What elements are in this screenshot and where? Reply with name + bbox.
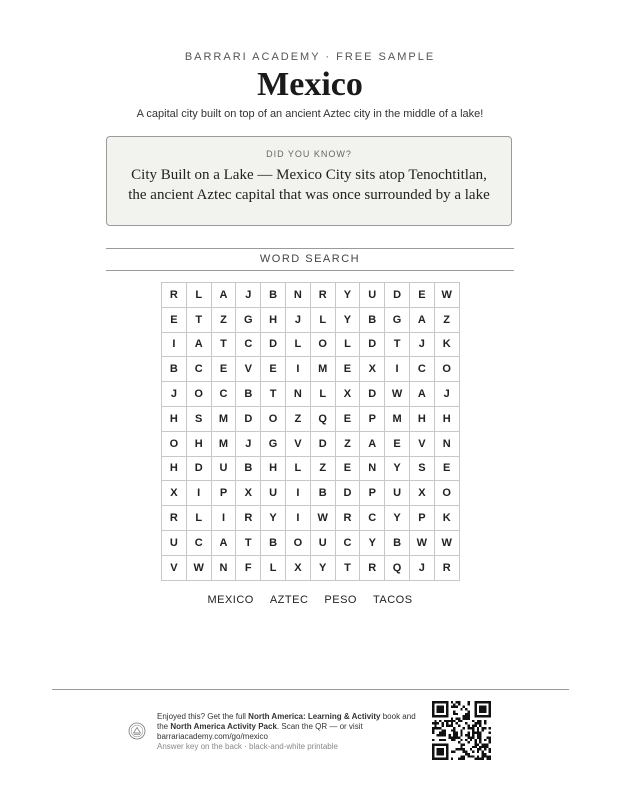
grid-cell: B <box>261 283 286 308</box>
grid-cell: H <box>162 407 187 432</box>
grid-cell: D <box>336 481 361 506</box>
word-list <box>0 594 620 606</box>
grid-cell: W <box>187 556 212 581</box>
grid-cell: W <box>311 506 336 531</box>
grid-cell: T <box>261 382 286 407</box>
grid-cell: Y <box>385 457 410 482</box>
grid-cell: R <box>435 556 460 581</box>
footer-divider <box>52 689 569 690</box>
grid-cell: Z <box>212 308 237 333</box>
grid-cell: B <box>360 308 385 333</box>
grid-cell: I <box>286 481 311 506</box>
grid-cell: T <box>187 308 212 333</box>
grid-cell: M <box>311 357 336 382</box>
footer-promo <box>157 712 419 752</box>
grid-cell: N <box>360 457 385 482</box>
grid-cell: O <box>435 481 460 506</box>
grid-cell: Z <box>435 308 460 333</box>
grid-cell: J <box>410 333 435 358</box>
grid-cell: X <box>286 556 311 581</box>
footer-text-1: Enjoyed this? Get the full <box>157 712 249 721</box>
grid-cell: L <box>187 283 212 308</box>
grid-cell: L <box>311 382 336 407</box>
grid-cell: Y <box>336 283 361 308</box>
grid-cell: A <box>360 432 385 457</box>
grid-cell: J <box>435 382 460 407</box>
grid-cell: I <box>212 506 237 531</box>
grid-cell: B <box>236 457 261 482</box>
grid-cell: B <box>162 357 187 382</box>
grid-cell: Q <box>311 407 336 432</box>
grid-cell: A <box>410 308 435 333</box>
grid-cell: Z <box>286 407 311 432</box>
grid-cell: W <box>410 531 435 556</box>
word-list-item: MEXICO <box>207 594 254 606</box>
word-list-item: TACOS <box>372 594 413 606</box>
grid-cell: L <box>187 506 212 531</box>
grid-cell: W <box>385 382 410 407</box>
grid-cell: J <box>236 432 261 457</box>
grid-cell: T <box>336 556 361 581</box>
grid-cell: R <box>236 506 261 531</box>
grid-cell: U <box>261 481 286 506</box>
grid-cell: Z <box>336 432 361 457</box>
grid-cell: S <box>410 457 435 482</box>
grid-cell: B <box>236 382 261 407</box>
grid-cell: Q <box>385 556 410 581</box>
grid-cell: A <box>410 382 435 407</box>
grid-cell: C <box>187 531 212 556</box>
grid-cell: Z <box>311 457 336 482</box>
grid-cell: C <box>410 357 435 382</box>
footer-note: Answer key on the back · black-and-white printable <box>157 742 338 751</box>
grid-cell: L <box>336 333 361 358</box>
grid-cell: E <box>385 432 410 457</box>
grid-cell: B <box>311 481 336 506</box>
word-search-title: WORD SEARCH <box>259 253 361 265</box>
grid-cell: U <box>385 481 410 506</box>
grid-cell: J <box>410 556 435 581</box>
grid-cell: E <box>336 457 361 482</box>
grid-cell: N <box>212 556 237 581</box>
grid-cell: G <box>385 308 410 333</box>
grid-cell: Y <box>360 531 385 556</box>
grid-cell: O <box>311 333 336 358</box>
grid-cell: T <box>385 333 410 358</box>
grid-cell: F <box>236 556 261 581</box>
grid-cell: M <box>212 432 237 457</box>
page-subtitle: A capital city built on top of an ancient Aztec city in the middle of a lake! <box>136 108 484 120</box>
grid-cell: R <box>336 506 361 531</box>
grid-cell: V <box>286 432 311 457</box>
word-list-item: AZTEC <box>269 594 309 606</box>
grid-cell: B <box>261 531 286 556</box>
grid-cell: G <box>261 432 286 457</box>
grid-cell: T <box>236 531 261 556</box>
grid-cell: C <box>336 531 361 556</box>
grid-cell: P <box>360 407 385 432</box>
grid-cell: R <box>162 506 187 531</box>
grid-cell: K <box>435 333 460 358</box>
grid-cell: I <box>385 357 410 382</box>
seal-icon <box>128 722 146 740</box>
grid-cell: H <box>410 407 435 432</box>
grid-cell: L <box>286 457 311 482</box>
grid-cell: O <box>286 531 311 556</box>
grid-cell: A <box>187 333 212 358</box>
section-divider-top <box>106 248 514 249</box>
grid-cell: B <box>385 531 410 556</box>
section-divider-bottom <box>106 270 514 271</box>
grid-cell: J <box>286 308 311 333</box>
grid-cell: M <box>385 407 410 432</box>
grid-cell: D <box>187 457 212 482</box>
grid-cell: V <box>410 432 435 457</box>
footer-text-3: . Scan the QR — or visit <box>276 722 363 731</box>
grid-cell: V <box>162 556 187 581</box>
grid-cell: N <box>286 382 311 407</box>
grid-cell: J <box>236 283 261 308</box>
grid-cell: S <box>187 407 212 432</box>
grid-cell: U <box>162 531 187 556</box>
grid-cell: E <box>336 407 361 432</box>
footer-text-2: book and the <box>157 712 416 731</box>
grid-cell: Y <box>336 308 361 333</box>
grid-cell: I <box>162 333 187 358</box>
grid-cell: N <box>286 283 311 308</box>
grid-cell: U <box>212 457 237 482</box>
grid-cell: E <box>261 357 286 382</box>
grid-cell: T <box>212 333 237 358</box>
grid-cell: X <box>236 481 261 506</box>
grid-cell: P <box>212 481 237 506</box>
grid-cell: C <box>212 382 237 407</box>
grid-cell: R <box>311 283 336 308</box>
grid-cell: E <box>212 357 237 382</box>
grid-cell: H <box>261 457 286 482</box>
grid-cell: E <box>336 357 361 382</box>
word-search-grid <box>161 282 460 581</box>
grid-cell: R <box>162 283 187 308</box>
grid-cell: K <box>435 506 460 531</box>
grid-cell: Y <box>261 506 286 531</box>
grid-cell: I <box>286 506 311 531</box>
grid-cell: A <box>212 283 237 308</box>
grid-cell: E <box>162 308 187 333</box>
grid-cell: C <box>187 357 212 382</box>
brand-line: BARRARI ACADEMY · FREE SAMPLE <box>184 51 436 63</box>
grid-cell: C <box>360 506 385 531</box>
grid-cell: I <box>286 357 311 382</box>
grid-cell: Y <box>311 556 336 581</box>
grid-cell: O <box>162 432 187 457</box>
grid-cell: E <box>410 283 435 308</box>
grid-cell: O <box>435 357 460 382</box>
grid-cell: I <box>187 481 212 506</box>
grid-cell: L <box>311 308 336 333</box>
word-list-item: PESO <box>324 594 357 606</box>
grid-cell: V <box>236 357 261 382</box>
grid-cell: C <box>236 333 261 358</box>
grid-cell: O <box>187 382 212 407</box>
grid-cell: W <box>435 283 460 308</box>
grid-cell: A <box>212 531 237 556</box>
grid-cell: P <box>410 506 435 531</box>
page-title: Mexico <box>257 66 363 103</box>
grid-cell: X <box>336 382 361 407</box>
footer-book-title: North America: Learning & Activity <box>248 712 381 721</box>
did-you-know-label: DID YOU KNOW? <box>266 149 352 159</box>
grid-cell: D <box>360 333 385 358</box>
grid-cell: X <box>360 357 385 382</box>
grid-cell: D <box>385 283 410 308</box>
grid-cell: U <box>311 531 336 556</box>
grid-cell: H <box>435 407 460 432</box>
did-you-know-box <box>106 136 512 226</box>
grid-cell: D <box>236 407 261 432</box>
footer-pack-title: North America Activity Pack <box>170 722 277 731</box>
grid-cell: H <box>187 432 212 457</box>
grid-cell: M <box>212 407 237 432</box>
grid-cell: R <box>360 556 385 581</box>
grid-cell: X <box>162 481 187 506</box>
qr-code-icon[interactable] <box>432 701 491 760</box>
grid-cell: D <box>261 333 286 358</box>
grid-cell: P <box>360 481 385 506</box>
grid-cell: E <box>435 457 460 482</box>
grid-cell: H <box>162 457 187 482</box>
grid-cell: X <box>410 481 435 506</box>
grid-cell: O <box>261 407 286 432</box>
grid-cell: L <box>261 556 286 581</box>
grid-cell: D <box>360 382 385 407</box>
grid-cell: J <box>162 382 187 407</box>
grid-cell: W <box>435 531 460 556</box>
did-you-know-text: City Built on a Lake — Mexico City sits atop Tenochtitlan, the ancient Aztec capital that was once surrounded by a lake <box>128 167 490 203</box>
grid-cell: N <box>435 432 460 457</box>
grid-cell: D <box>311 432 336 457</box>
grid-cell: U <box>360 283 385 308</box>
grid-cell: H <box>261 308 286 333</box>
footer-url[interactable]: barrariacademy.com/go/mexico <box>157 732 269 741</box>
grid-cell: G <box>236 308 261 333</box>
grid-cell: L <box>286 333 311 358</box>
grid-cell: Y <box>385 506 410 531</box>
